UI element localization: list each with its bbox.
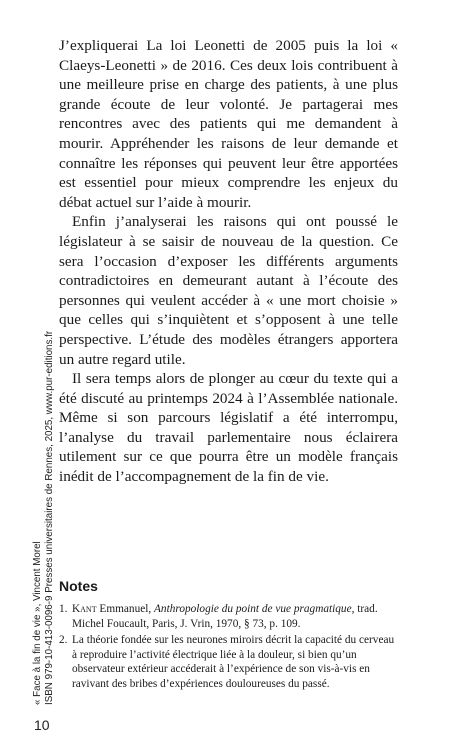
side-credit xyxy=(32,331,56,705)
footnote-author-rest: Emmanuel, xyxy=(96,603,155,615)
paragraph-3: Il sera temps alors de plonger au cœur du texte qui a été discuté au printemps 2024 à l’Assemblée nationale. Même si son parcours législatif a été interrompu, l’analyse du travail parlementaire nous éclairera utilement sur ce que pourra être un modèle français inédit de l’accompagnement de la fin de vie. xyxy=(59,370,398,486)
footnote-rest: , trad. Michel Foucault, Paris, J. Vrin, 1970, § 73, p. 109. xyxy=(72,603,378,630)
body-text xyxy=(59,36,398,487)
notes-heading: Notes xyxy=(59,578,98,594)
paragraph-2: Enfin j’analyserai les raisons qui ont poussé le législateur à se saisir de nouveau de la question. Ce sera l’occasion d’exposer les différents arguments contradictoires en demeurant autant à l’écoute des personnes qui veulent accéder à « une mort choisie » que celles qui s’inquiètent et s’opposent à une telle perspective. L’étude des modèles étrangers apportera un autre regard utile. xyxy=(59,213,398,368)
side-credit-isbn: ISBN 979-10-413-0096-9 Presses universitaires de Rennes, 2025, www.pur-editions.fr xyxy=(44,330,55,705)
notes-section xyxy=(59,578,398,692)
footnote-2 xyxy=(59,633,398,691)
footnote-1 xyxy=(59,602,398,631)
footnote-author: Kant xyxy=(72,603,97,615)
footnote-title: Anthropologie du point de vue pragmatique xyxy=(154,603,352,615)
page-number: 10 xyxy=(34,717,50,733)
paragraph-1: J’expliquerai La loi Leonetti de 2005 puis la loi « Claeys-Leonetti » de 2016. Ces deux lois contribuent à une meilleure prise en charge des patients, à une plus grande écoute de leur volonté. Je partagerai mes rencontres avec des patients qui me demandent à mourir. Appréhender les raisons de leur demande et connaître les réponses qui peuvent leur être apportées est essentiel pour mieux comprendre les enjeux du débat actuel sur l’aide à mourir. xyxy=(59,37,398,211)
side-credit-title: « Face à la fin de vie », Vincent Morel xyxy=(32,541,43,705)
footnote-number: 2. xyxy=(59,634,68,647)
footnote-number: 1. xyxy=(59,603,68,615)
footnote-text: La théorie fondée sur les neurones miroirs décrit la capacité du cerveau à reproduire l’activité électrique liée à la douleur, si bien qu’un observateur extérieur accéderait à l’expérience de son vis-à-vis en ravivant des bribes d’expériences douloureuses du passé. xyxy=(72,634,395,690)
